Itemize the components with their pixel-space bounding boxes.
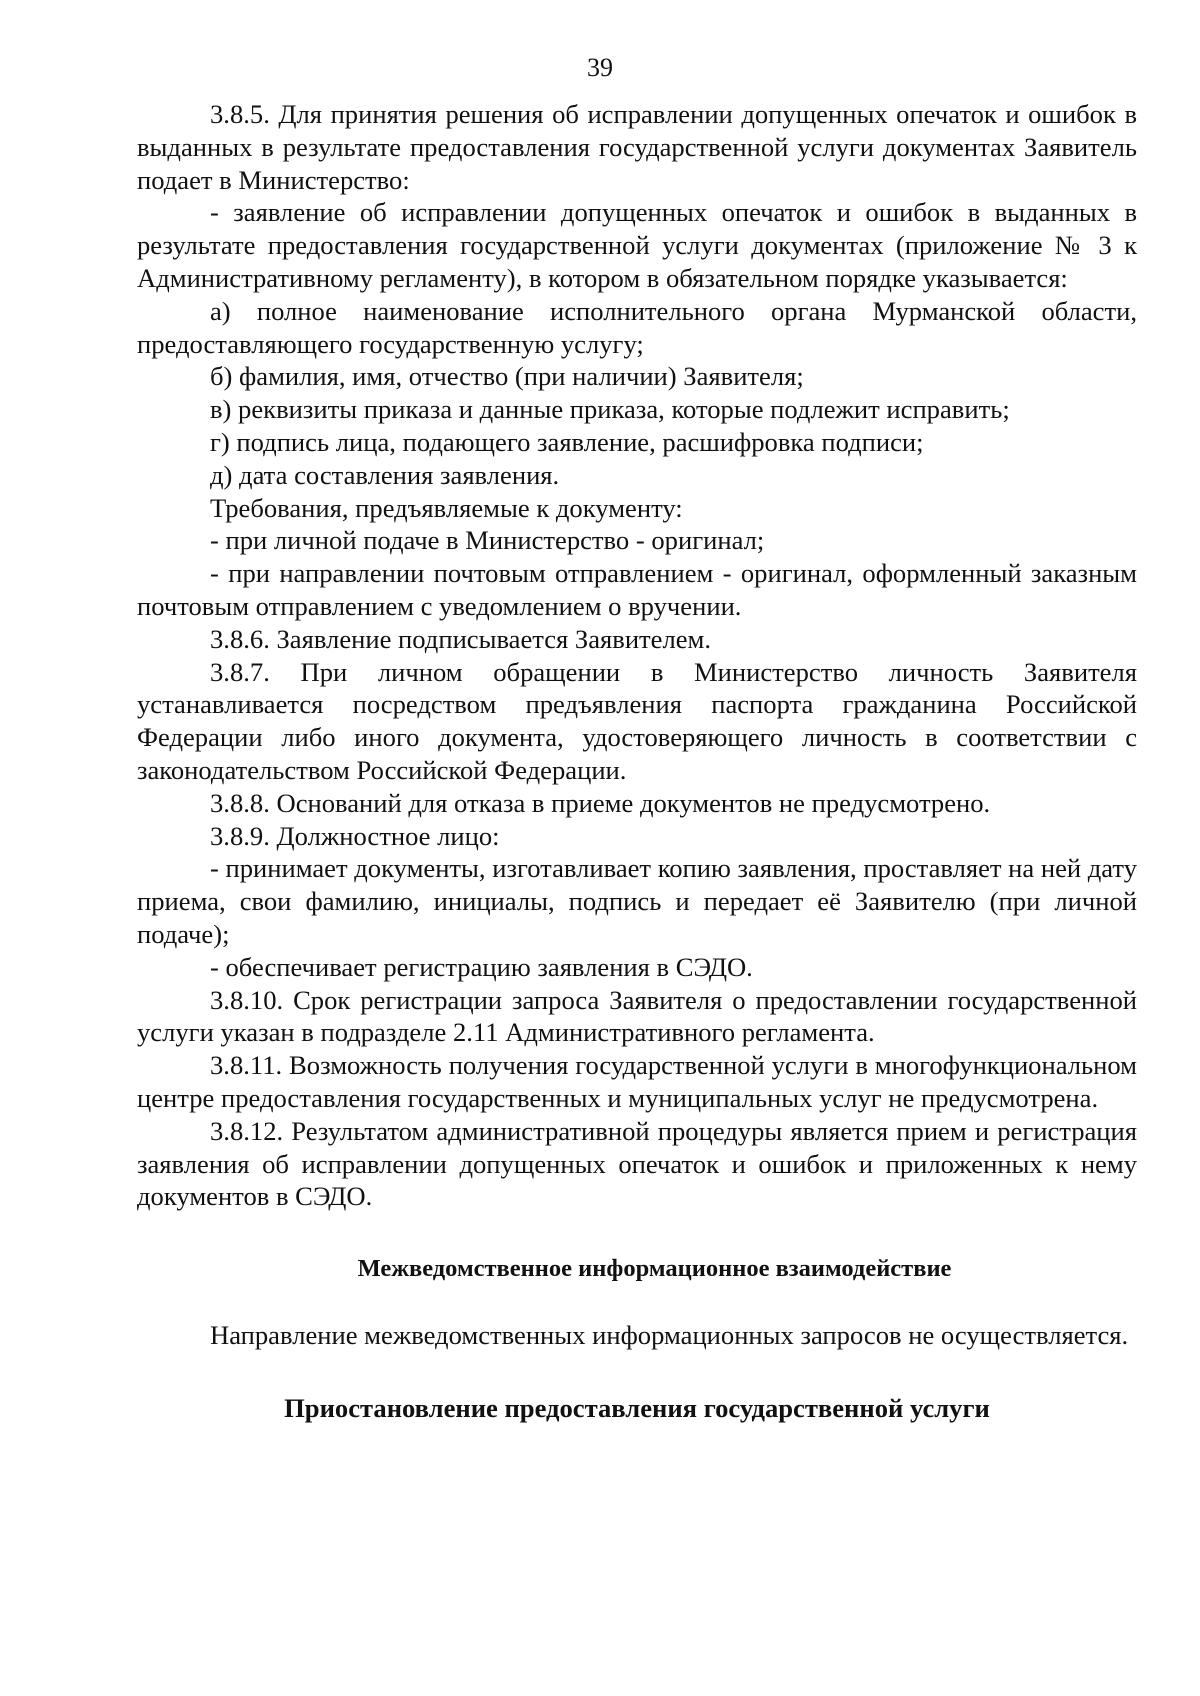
paragraph-3-8-5: 3.8.5. Для принятия решения об исправлении допущенных опечаток и ошибок в выданных в результате предоставления государственной услуги документах Заявитель подает в Министерство: (137, 99, 1137, 195)
list-item-a: а) полное наименование исполнительного органа Мурманской области, предоставляющего государственную услугу; (137, 295, 1137, 359)
interagency-text: Направление межведомственных информационных запросов не осуществляется. (210, 1320, 1129, 1351)
list-item-d: д) дата составления заявления. (210, 459, 560, 490)
heading-suspension: Приостановление предоставления государственной услуги (284, 1392, 990, 1423)
document-body (137, 98, 1137, 1424)
requirement-postal: - при направлении почтовым отправлением - оригинал, оформленный заказным почтовым отправлением с уведомлением о вручении. (137, 558, 1137, 621)
paragraph-3-8-12: 3.8.12. Результатом административной процедуры является прием и регистрация заявления об исправлении допущенных опечаток и ошибок и приложенных к нему документов в СЭДО. (137, 1115, 1137, 1212)
list-item-v: в) реквизиты приказа и данные приказа, которые подлежит исправить; (210, 394, 1010, 425)
page-number: 39 (587, 53, 613, 82)
duty-accepts: - принимает документы, изготавливает копию заявления, проставляет на ней дату приема, свои фамилию, инициалы, подпись и передает её Заявителю (при личной подаче); (137, 853, 1137, 949)
paragraph-3-8-10: 3.8.10. Срок регистрации запроса Заявителя о предоставлении государственной услуги указан в подразделе 2.11 Административного регламента. (137, 984, 1137, 1048)
paragraph-3-8-7: 3.8.7. При личном обращении в Министерство личность Заявителя устанавливается посредством предъявления паспорта гражданина Российской Федерации либо иного документа, удостоверяющего личность в соответствии с законодательством Российской Федерации. (137, 656, 1137, 785)
list-item-application: - заявление об исправлении допущенных опечаток и ошибок в выданных в результате предоставления государственной услуги документах (приложение № 3 к Административному регламенту), в котором в обязательном порядке указывается: (137, 197, 1137, 293)
heading-interagency: Межведомственное информационное взаимодействие (357, 1255, 952, 1283)
requirements-title: Требования, предъявляемые к документу: (210, 492, 683, 523)
list-item-g: г) подпись лица, подающего заявление, расшифровка подписи; (210, 426, 924, 457)
duty-registers: - обеспечивает регистрацию заявления в СЭДО. (210, 951, 753, 982)
requirement-personal: - при личной подаче в Министерство - оригинал; (210, 525, 765, 556)
paragraph-3-8-9: 3.8.9. Должностное лицо: (210, 820, 500, 851)
paragraph-3-8-6: 3.8.6. Заявление подписывается Заявителем. (210, 623, 712, 654)
paragraph-3-8-8: 3.8.8. Оснований для отказа в приеме документов не предусмотрено. (210, 787, 991, 818)
paragraph-3-8-11: 3.8.11. Возможность получения государственной услуги в многофункциональном центре предоставления государственных и муниципальных услуг не предусмотрена. (137, 1050, 1137, 1113)
list-item-b: б) фамилия, имя, отчество (при наличии) Заявителя; (210, 361, 804, 392)
